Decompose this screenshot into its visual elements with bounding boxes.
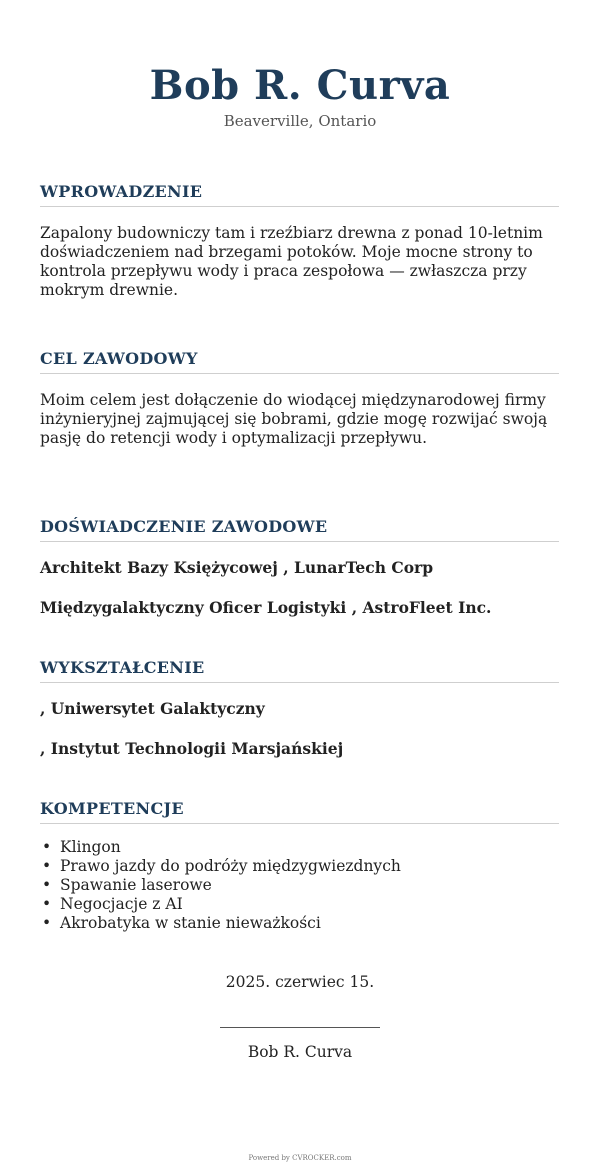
signature-line bbox=[220, 1027, 380, 1028]
bullet-icon: • bbox=[42, 857, 52, 875]
section-divider bbox=[40, 823, 559, 824]
section-title-intro: WPROWADZENIE bbox=[40, 182, 203, 201]
skill-label: Spawanie laserowe bbox=[60, 876, 212, 894]
skill-label: Klingon bbox=[60, 838, 121, 856]
skill-label: Prawo jazdy do podróży międzygwiezdnych bbox=[60, 857, 401, 875]
experience-entry: Międzygalaktyczny Oficer Logistyki , AstroFleet Inc. bbox=[40, 598, 492, 617]
intro-text: Zapalony budowniczy tam i rzeźbiarz drewna z ponad 10-letnim doświadczeniem nad brzegami potoków. Moje mocne strony to kontrola przepływu wody i praca zespołowa — zwłaszcza przy mokrym drewnie. bbox=[40, 224, 543, 299]
section-divider bbox=[40, 682, 559, 683]
signature-name: Bob R. Curva bbox=[247, 1043, 353, 1061]
skill-item bbox=[40, 838, 401, 857]
candidate-name: Bob R. Curva bbox=[149, 62, 451, 109]
section-title-skills: KOMPETENCJE bbox=[40, 799, 184, 818]
section-title-education: WYKSZTAŁCENIE bbox=[40, 658, 205, 677]
bullet-icon: • bbox=[42, 876, 52, 894]
skill-item bbox=[40, 914, 401, 933]
powered-by-footer: Powered by CVROCKER.com bbox=[248, 1154, 352, 1162]
experience-entry: Architekt Bazy Księżycowej , LunarTech Corp bbox=[40, 558, 434, 577]
bullet-icon: • bbox=[42, 838, 52, 856]
skill-item bbox=[40, 876, 401, 895]
skill-item bbox=[40, 857, 401, 876]
education-entry: , Uniwersytet Galaktyczny bbox=[40, 699, 265, 718]
candidate-location: Beaverville, Ontario bbox=[223, 112, 377, 130]
section-title-experience: DOŚWIADCZENIE ZAWODOWE bbox=[40, 517, 328, 536]
bullet-icon: • bbox=[42, 914, 52, 932]
section-title-objective: CEL ZAWODOWY bbox=[40, 349, 198, 368]
signature-date: 2025. czerwiec 15. bbox=[225, 973, 375, 991]
objective-text: Moim celem jest dołączenie do wiodącej międzynarodowej firmy inżynieryjnej zajmującej się bobrami, gdzie mogę rozwijać swoją pasję do retencji wody i optymalizacji przepływu. bbox=[40, 391, 548, 447]
section-divider bbox=[40, 541, 559, 542]
skill-label: Negocjacje z AI bbox=[60, 895, 183, 913]
skill-item bbox=[40, 895, 401, 914]
skills-list bbox=[40, 838, 401, 933]
bullet-icon: • bbox=[42, 895, 52, 913]
skill-label: Akrobatyka w stanie nieważkości bbox=[60, 914, 321, 932]
section-divider bbox=[40, 206, 559, 207]
section-divider bbox=[40, 373, 559, 374]
education-entry: , Instytut Technologii Marsjańskiej bbox=[40, 739, 344, 758]
